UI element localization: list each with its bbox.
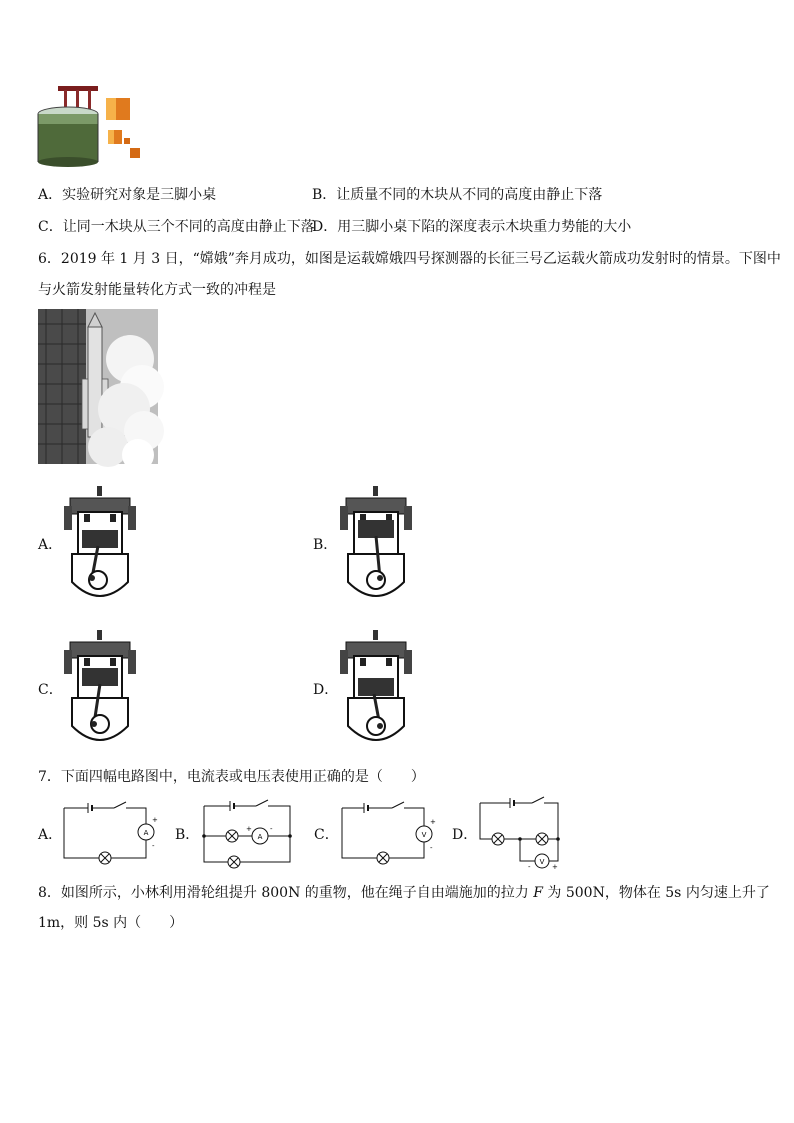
table-beaker-figure — [36, 84, 146, 169]
force-symbol: F — [533, 885, 543, 901]
ammeter-symbol: A — [143, 829, 149, 837]
engine-diagram-d — [340, 630, 412, 750]
q5-option-d: D．用三脚小桌下陷的深度表示木块重力势能的大小 — [312, 219, 632, 235]
plus-sign: + — [246, 825, 252, 833]
q5-option-c: C．让同一木块从三个不同的高度由静止下落 — [38, 219, 315, 235]
q5-option-a: A．实验研究对象是三脚小桌 — [38, 187, 217, 203]
voltmeter-symbol: V — [421, 831, 427, 839]
q6-option-b-label: B． — [313, 537, 338, 553]
plus-sign: + — [152, 816, 158, 824]
circuit-d — [476, 795, 566, 871]
minus-sign: - — [152, 842, 155, 850]
q7-option-d-label: D． — [452, 827, 478, 843]
minus-sign: - — [430, 844, 433, 852]
q7-option-b-label: B． — [175, 827, 200, 843]
q6-option-c-label: C． — [38, 682, 63, 698]
plus-sign: + — [552, 863, 558, 871]
q8-stem-part1: 8．如图所示，小林利用滑轮组提升 800N 的重物，他在绳子自由端施加的拉力 — [38, 885, 534, 901]
q7-option-c-label: C． — [314, 827, 339, 843]
circuit-b — [200, 800, 296, 870]
rocket-launch-photo — [38, 309, 158, 464]
q5-option-b: B．让质量不同的木块从不同的高度由静止下落 — [312, 187, 603, 203]
q6-option-d-label: D． — [313, 682, 339, 698]
minus-sign: - — [270, 825, 273, 833]
q8-stem-part2: 为 500N，物体在 5s 内匀速上升了 — [542, 885, 770, 901]
q6-stem-line2: 与火箭发射能量转化方式一致的冲程是 — [38, 282, 276, 298]
q7-option-a-label: A． — [38, 827, 63, 843]
q7-stem: 7．下面四幅电路图中，电流表或电压表使用正确的是（ ） — [38, 769, 425, 785]
minus-sign: - — [528, 863, 531, 871]
voltmeter-symbol: V — [539, 858, 545, 866]
q8-stem-line1 — [38, 883, 770, 903]
q8-stem-line2: 1m，则 5s 内（ ） — [38, 915, 184, 931]
circuit-c — [338, 800, 438, 864]
plus-sign: + — [430, 818, 436, 826]
engine-diagram-b — [340, 486, 412, 606]
ammeter-symbol: A — [257, 833, 263, 841]
engine-diagram-a — [64, 486, 136, 606]
engine-diagram-c — [64, 630, 136, 750]
circuit-a — [60, 800, 160, 864]
q6-option-a-label: A． — [38, 537, 63, 553]
q6-stem-line1: 6．2019 年 1 月 3 日，“嫦娥”奔月成功，如图是运载嫦娥四号探测器的长征三号乙运载火箭成功发射时的情景。下图中 — [38, 251, 781, 267]
